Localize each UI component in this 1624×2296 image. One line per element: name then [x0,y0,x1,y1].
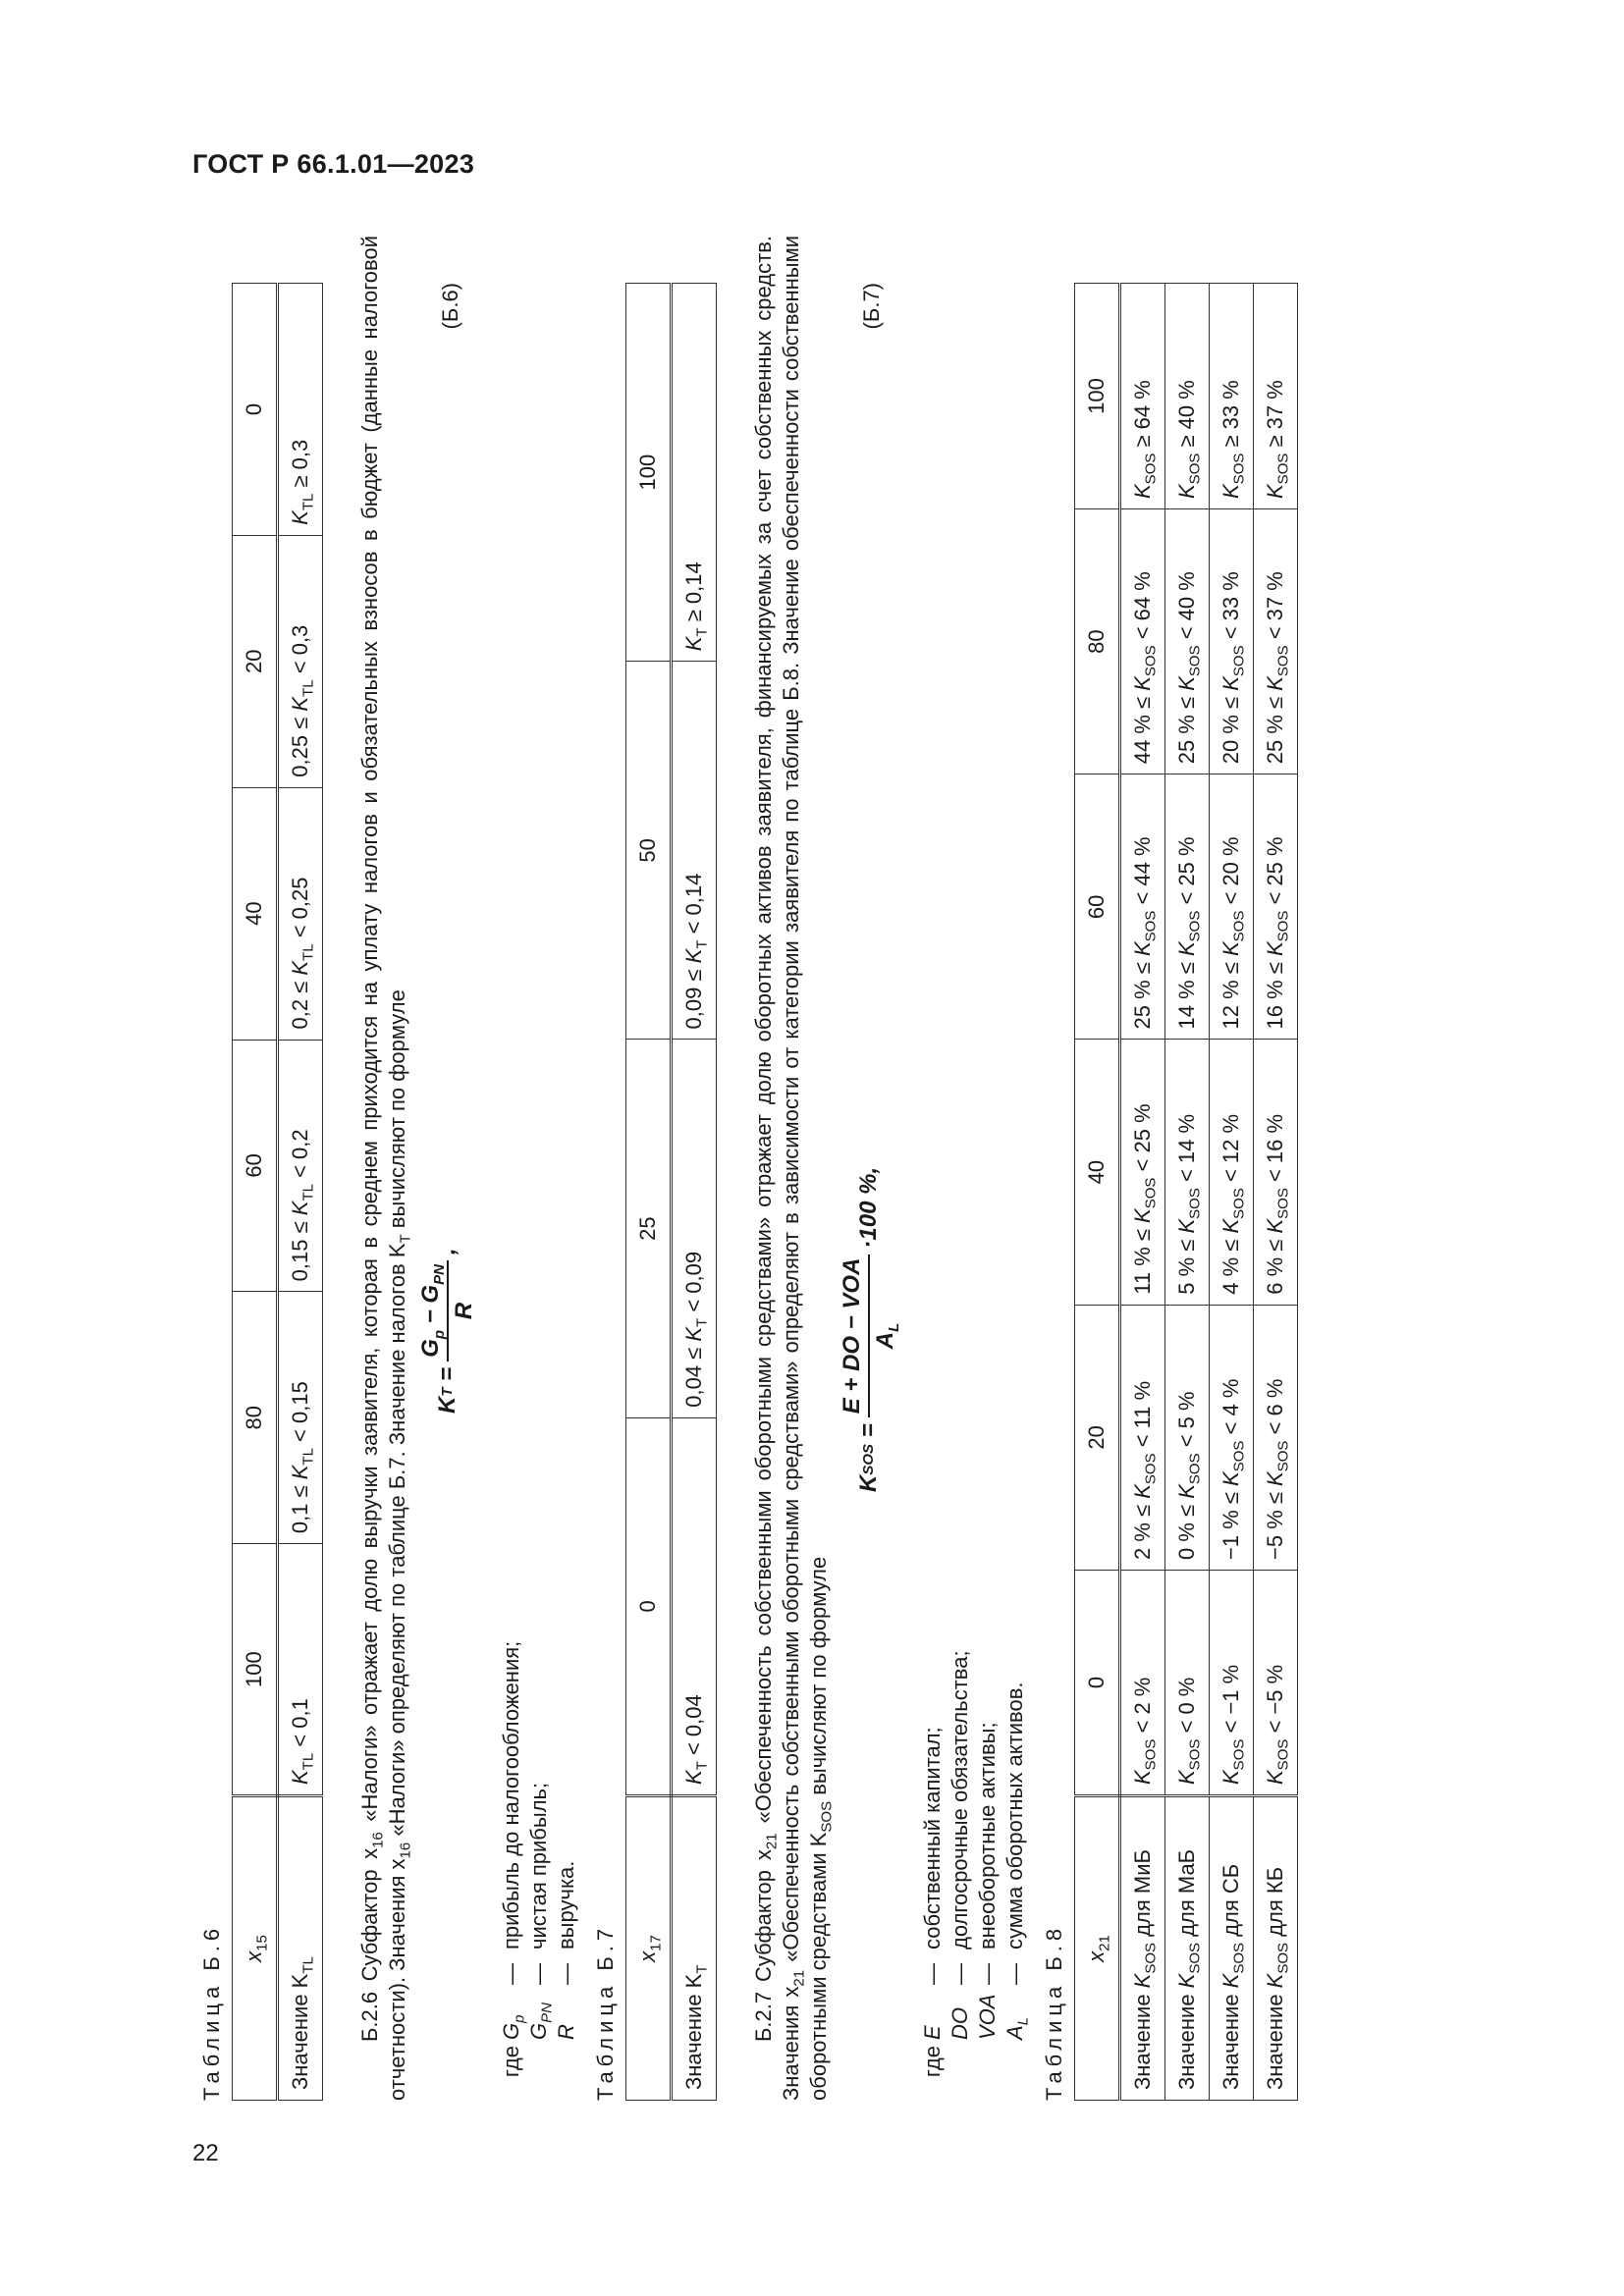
definition-item: R — выручка. [554,1860,578,2040]
table-b8-header-row [1075,284,1120,2101]
formula-b7-row [833,236,919,2101]
table-b8-cell: 20 % ≤ $K_{SOS} < 33$ % [1210,509,1254,774]
table-b6-header-row [233,284,278,2101]
table-b8-cell: $K_{SOS} < 0$ % [1165,1571,1210,1796]
formula-b6-number: (Б.6) [438,283,462,330]
table-b6-score: 60 [233,1040,278,1292]
table-b8-row-label: Значение $K_{SOS}$ для СБ [1210,1796,1254,2101]
table-b8-cell: $K_{SOS} \ge 40$ % [1165,284,1210,509]
definitions-b7 [919,236,1032,2101]
table-b8-score: 40 [1075,1040,1120,1305]
table-b8-cell: 5 % ≤ $K_{SOS} < 14$ % [1165,1040,1210,1305]
table-b7-caption: Таблица Б.7 [593,1923,618,2101]
table-b8-cell: $K_{SOS} < -1$ % [1210,1571,1254,1796]
table-b6 [232,283,323,2101]
table-b6-score: 40 [233,787,278,1040]
table-b8-cell: 14 % ≤ $K_{SOS} < 25$ % [1165,774,1210,1040]
table-b6-cond: $0,2 \le K_{TL} < 0,25$ [278,787,323,1040]
table-b6-score: 20 [233,535,278,787]
table-b8-cell: 6 % ≤ $K_{SOS} < 16$ % [1254,1040,1298,1305]
table-b8-score: 80 [1075,509,1120,774]
table-b8-score: 60 [1075,774,1120,1040]
table-b8-row-mib [1120,284,1165,2101]
definitions-b6 [498,236,580,2101]
table-b7-cond: $K_T \ge 0,14$ [672,284,717,662]
table-b8-cell: 25 % ≤ $K_{SOS} < 37$ % [1254,509,1298,774]
page-number: 22 [192,2140,219,2166]
table-b7-header-row [626,284,672,2101]
table-b8-score: 0 [1075,1571,1120,1796]
table-b8-row-kb [1254,284,1298,2101]
table-b8-cell: 4 % ≤ $K_{SOS} < 12$ % [1210,1040,1254,1305]
formula-b6-row [411,236,498,2101]
table-b8-cell: $K_{SOS} \ge 64$ % [1120,284,1165,509]
table-b7-row-label: Значение $K_T$ [672,1796,717,2101]
table-b8-cell: $K_{SOS} \ge 37$ % [1254,284,1298,509]
table-b8-caption: Таблица Б.8 [1042,1923,1066,2101]
table-b7-head-label: $x_{17}$ [626,1796,672,2101]
table-b8-cell: 16 % ≤ $K_{SOS} < 25$ % [1254,774,1298,1040]
table-b8-row-label: Значение $K_{SOS}$ для МаБ [1165,1796,1210,2101]
table-b6-row-label: Значение $K_{TL}$ [278,1796,323,2101]
table-b8-score: 20 [1075,1305,1120,1570]
table-b6-head-label: $x_{15}$ [233,1796,278,2101]
definition-item: DO — долгосрочные обязательства; [947,1650,972,2040]
table-b7-score: 0 [626,1417,672,1795]
table-b8-cell: 25 % ≤ $K_{SOS} < 44$ % [1120,774,1165,1040]
table-b8-cell: 11 % ≤ $K_{SOS} < 25$ % [1120,1040,1165,1305]
table-b8-cell: $K_{SOS} \ge 33$ % [1210,284,1254,509]
table-b7-value-row [672,284,717,2101]
table-b7-cond: $0,09 \le K_T < 0,14$ [672,662,717,1040]
definition-item: где $G_p$ — прибыль до налогообложения; [499,1640,528,2078]
table-b7 [625,283,717,2101]
table-b6-value-row [278,284,323,2101]
table-b8-cell: −1 % ≤ $K_{SOS} < 4$ % [1210,1305,1254,1570]
definition-item: VOA — внеоборотные активы; [975,1722,1000,2040]
table-b8-cell: 12 % ≤ $K_{SOS} < 20$ % [1210,774,1254,1040]
table-b6-score: 80 [233,1292,278,1544]
table-b8-cell: 25 % ≤ $K_{SOS} < 40$ % [1165,509,1210,774]
formula-b7: K SOS = E + DO − VOA $A_L$ ·100 %, [839,1166,902,1492]
table-b8-cell: 44 % ≤ $K_{SOS} < 64$ % [1120,509,1165,774]
table-b8-cell: 0 % ≤ $K_{SOS} < 5$ % [1165,1305,1210,1570]
table-b8-row-label: Значение $K_{SOS}$ для МиБ [1120,1796,1165,2101]
table-b8-cell: −5 % ≤ $K_{SOS} < 6$ % [1254,1305,1298,1570]
table-b6-caption: Таблица Б.6 [199,1923,224,2101]
definition-item: $G_{PN}$ — чистая прибыль; [526,1782,556,2040]
table-b8-row-sb [1210,284,1254,2101]
table-b8-row-mab [1165,284,1210,2101]
paragraph-b27: Б.2.7 Субфактор $x_{21}$ «Обеспеченность собственными оборотными средствами» отражает долю оборотных активов заявителя, финансируемых за счет собственных средств. Значения $x_{21}$ «Обеспеченность собственными оборотными средствами» определяют в зависимости от категории заявителя по таблице Б.8. Значение обеспеченности собственными оборотными средствами $K_{SOS}$ вычисляют по формуле [751,236,836,2101]
table-b8-cell: 2 % ≤ $K_{SOS} < 11$ % [1120,1305,1165,1570]
formula-b6: K T = $G_p - G_{PN}$ R , [417,1248,477,1414]
table-b6-cond: $0,25 \le K_{TL} < 0,3$ [278,535,323,787]
table-b8-cell: $K_{SOS} < 2$ % [1120,1571,1165,1796]
table-b7-score: 25 [626,1040,672,1417]
table-b6-cond: $K_{TL} \ge 0,3$ [278,284,323,536]
table-b8-cell: $K_{SOS} < -5$ % [1254,1571,1298,1796]
document-header: ГОСТ Р 66.1.01—2023 [192,149,475,179]
table-b7-cond: $K_T < 0,04$ [672,1417,717,1795]
table-b6-cond: $0,1 \le K_{TL} < 0,15$ [278,1292,323,1544]
paragraph-b26: Б.2.6 Субфактор $x_{16}$ «Налоги» отражает долю выручки заявителя, которая в среднем приходится на уплату налогов и обязательных взносов в бюджет (данные налоговой отчетности). Значения $x_{16}$ «Налоги» определяют по таблице Б.7. Значение налогов $K_T$ вычисляют по формуле [357,236,414,2101]
table-b7-score: 50 [626,662,672,1040]
table-b8 [1074,283,1298,2101]
definition-item: где E — собственный капитал; [920,1727,945,2078]
table-b7-cond: $0,04 \le K_T < 0,09$ [672,1040,717,1417]
table-b6-cond: $0,15 \le K_{TL} < 0,2$ [278,1040,323,1292]
table-b8-score: 100 [1075,284,1120,509]
table-b8-row-label: Значение $K_{SOS}$ для КБ [1254,1796,1298,2101]
table-b7-score: 100 [626,284,672,662]
rotated-page-content [198,236,1534,2101]
table-b8-head-label: $x_{21}$ [1075,1796,1120,2101]
formula-b7-number: (Б.7) [859,283,884,330]
table-b6-score: 0 [233,284,278,536]
definition-item: $A_L$ — сумма оборотных активов. [1002,1682,1032,2040]
table-b6-score: 100 [233,1544,278,1796]
table-b6-cond: $K_{TL} < 0,1$ [278,1544,323,1796]
